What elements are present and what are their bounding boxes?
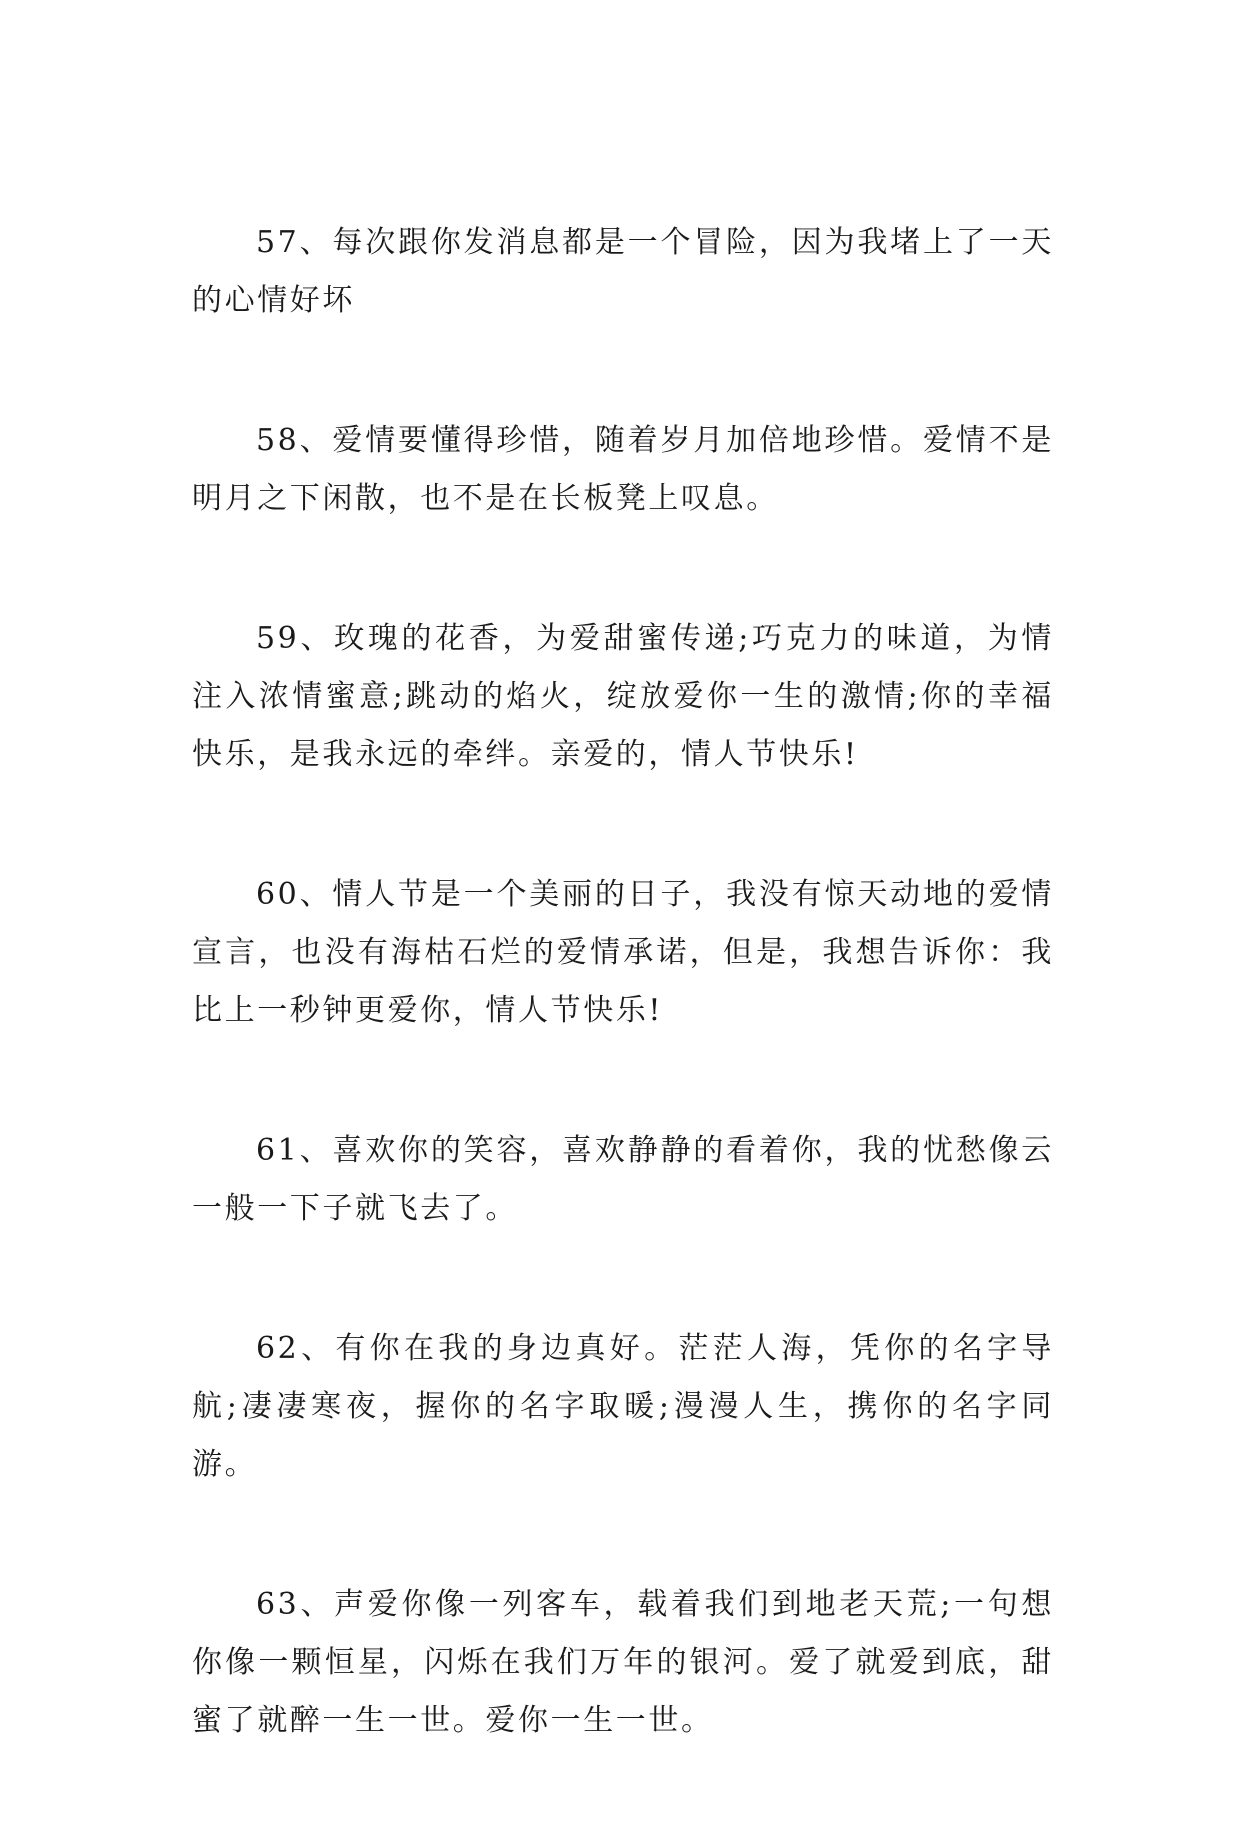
paragraph-58: 58、爱情要懂得珍惜，随着岁月加倍地珍惜。爱情不是明月之下闲散，也不是在长板凳上叹息。 [192, 423, 1054, 516]
paragraph-63: 63、声爱你像一列客车，载着我们到地老天荒;一句想你像一颗恒星，闪烁在我们万年的银河。爱了就爱到底，甜蜜了就醉一生一世。爱你一生一世。 [192, 1587, 1054, 1738]
paragraph-57: 57、每次跟你发消息都是一个冒险，因为我堵上了一天的心情好坏 [192, 225, 1054, 318]
paragraph-60: 60、情人节是一个美丽的日子，我没有惊天动地的爱情宣言，也没有海枯石烂的爱情承诺，但是，我想告诉你：我比上一秒钟更爱你，情人节快乐! [192, 877, 1054, 1028]
paragraph-62: 62、有你在我的身边真好。茫茫人海，凭你的名字导航;凄凄寒夜，握你的名字取暖;漫漫人生，携你的名字同游。 [192, 1331, 1054, 1482]
paragraph-61: 61、喜欢你的笑容，喜欢静静的看着你，我的忧愁像云一般一下子就飞去了。 [192, 1133, 1054, 1226]
paragraph-59: 59、玫瑰的花香，为爱甜蜜传递;巧克力的味道，为情注入浓情蜜意;跳动的焰火，绽放爱你一生的激情;你的幸福快乐，是我永远的牵绊。亲爱的，情人节快乐! [192, 621, 1054, 772]
document-body [192, 214, 1054, 1832]
